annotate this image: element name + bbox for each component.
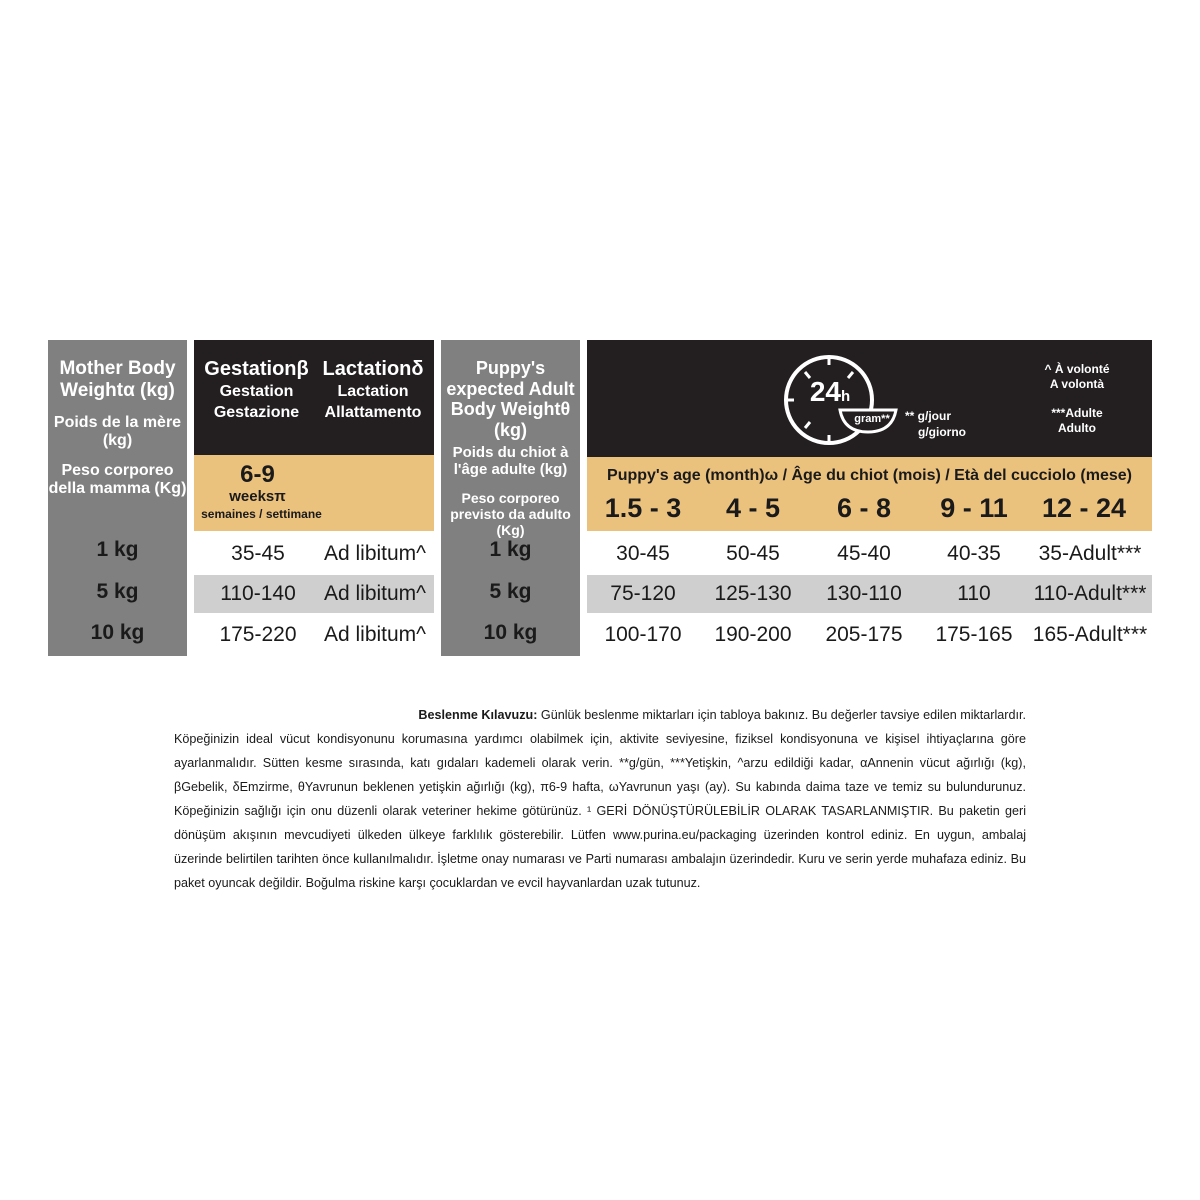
gjour-label: ** g/jour — [905, 409, 952, 423]
gl-row-1 — [194, 535, 434, 573]
puppy-age-title: Puppy's age (month)ω / Âge du chiot (mois) / Età del cucciolo (mese) — [607, 467, 1132, 484]
age-range-2: 4 - 5 — [725, 493, 781, 523]
gestation-value: 35-45 — [231, 542, 285, 565]
mother-weight-row-2: 5 kg — [96, 580, 139, 603]
mother-weight-header-en: Mother Body Weightα (kg) — [59, 358, 176, 401]
mother-weight-column — [48, 340, 187, 656]
time-24: 24h — [809, 376, 851, 407]
age-range-3: 6 - 8 — [836, 493, 892, 523]
age-value: 100-170 — [604, 623, 682, 646]
age-value: 110-Adult*** — [1033, 582, 1147, 605]
feeding-guide-first-line — [174, 703, 1026, 727]
age-row-1 — [587, 535, 1152, 573]
age-value: 175-165 — [935, 623, 1013, 646]
age-row-3 — [587, 616, 1152, 654]
feeding-guide-text — [174, 703, 1026, 895]
age-value: 50-45 — [726, 542, 780, 565]
gestation-lactation-header — [194, 340, 434, 455]
lactation-value: Ad libitum^ — [323, 582, 427, 605]
ad-libitum-note: ^ À volonté A volontà — [1044, 362, 1110, 391]
feeding-header — [587, 340, 1152, 457]
gl-row-2 — [194, 575, 434, 613]
puppy-weight-row-2: 5 kg — [489, 580, 532, 603]
gestation-header — [194, 356, 319, 424]
gestation-fr: Gestation — [219, 383, 294, 400]
age-value: 30-45 — [616, 542, 670, 565]
gestation-value: 175-220 — [219, 623, 297, 646]
age-value: 110 — [957, 582, 991, 605]
ggiorno-label: g/giorno — [918, 425, 966, 439]
gestation-en: Gestationβ — [204, 358, 309, 380]
age-range-5: 12 - 24 — [1041, 493, 1127, 523]
age-value: 165-Adult*** — [1032, 623, 1148, 646]
puppy-age-band — [587, 457, 1152, 531]
lactation-value: Ad libitum^ — [323, 623, 427, 646]
weeks-number: 6-9 — [240, 461, 275, 488]
age-value: 40-35 — [947, 542, 1001, 565]
age-value: 125-130 — [714, 582, 792, 605]
puppy-weight-row-3: 10 kg — [483, 621, 538, 644]
lactation-value: Ad libitum^ — [323, 542, 427, 565]
gram-label: gram** — [854, 413, 890, 425]
gl-row-3 — [194, 616, 434, 654]
age-row-2 — [587, 575, 1152, 613]
mother-weight-row-3: 10 kg — [90, 621, 145, 644]
gestation-value: 110-140 — [220, 582, 296, 605]
age-value: 190-200 — [714, 623, 792, 646]
puppy-weight-column — [441, 340, 580, 656]
age-value: 130-110 — [826, 582, 902, 605]
puppy-weight-header-en: Puppy's expected Adult Body Weightθ (kg) — [446, 358, 575, 441]
mother-weight-header-fr: Poids de la mère (kg) — [53, 414, 182, 450]
feeding-guide-body: Köpeğinizin ideal vücut kondisyonunu korumasına yardımcı olabilmek için, aktivite seviyesine, fiziksel kondisyonuna ve kişisel ihtiyaçlarına göre ayarlanmalıdır. Sütten kesme sırasında, katı gıdaları kademeli olarak verin. **g/gün, ***Yetişkin, ^arzu edildiği kadar, αAnnenin vücut ağırlığı (kg), βGebelik, δEmzirme, θYavrunun beklenen yetişkin ağırlığı (kg), π6-9 hafta, ωYavrunun yaşı (ay). Su kabında daima taze ve temiz su bulundurunuz. Köpeğinizin sağlığı için onu düzenli olarak veteriner hekime götürünüz. ¹ GERİ DÖNÜŞTÜRÜLEBİLİR OLARAK TASARLANMIŞTIR. Bu paketin geri dönüşüm akışının mevcudiyeti ülkeden ülkeye farklılık gösterebilir. Lütfen www.purina.eu/packaging üzerinden kontrol ediniz. En uygun, ambalaj üzerinde belirtilen tarihten önce kullanılmalıdır. İşletme onay numarası ve Parti numarası ambalajın üzerindedir. Kuru ve serin yerde muhafaza ediniz. Bu paket oyuncak değildir. Boğulma riskine karşı çocuklardan ve evcil hayvanlardan uzak tutunuz. — [174, 732, 1026, 890]
puppy-weight-header-it: Peso corporeo previsto da adulto (Kg) — [450, 490, 571, 539]
weeks-label: weeksπ — [229, 488, 286, 505]
age-value: 45-40 — [837, 542, 891, 565]
lactation-fr: Lactation — [337, 383, 409, 400]
age-value: 205-175 — [825, 623, 903, 646]
feeding-guide-lead: Beslenme Kılavuzu: — [418, 708, 538, 722]
age-value: 35-Adult*** — [1038, 542, 1142, 565]
weeks-sub-label: semaines / settimane — [201, 507, 322, 521]
gestation-weeks-band — [194, 455, 434, 531]
age-range-4: 9 - 11 — [940, 493, 1008, 523]
puppy-weight-header-fr: Poids du chiot à l'âge adulte (kg) — [452, 444, 569, 479]
age-value: 75-120 — [610, 582, 676, 605]
adult-note: ***Adulte Adulto — [1051, 406, 1103, 435]
lactation-en: Lactationδ — [322, 358, 424, 380]
puppy-weight-row-1: 1 kg — [489, 538, 532, 561]
lactation-it: Allattamento — [324, 403, 422, 421]
mother-weight-row-1: 1 kg — [96, 538, 139, 561]
clock-bowl-icon — [782, 348, 922, 448]
feeding-guide-line1: Günlük beslenme miktarları için tabloya bakınız. Bu değerler tavsiye edilen miktarlardır. — [537, 708, 1026, 722]
gestation-it: Gestazione — [213, 403, 300, 421]
lactation-header — [312, 356, 434, 424]
age-range-1: 1.5 - 3 — [604, 493, 682, 523]
mother-weight-header-it: Peso corporeo della mamma (Kg) — [48, 462, 187, 498]
